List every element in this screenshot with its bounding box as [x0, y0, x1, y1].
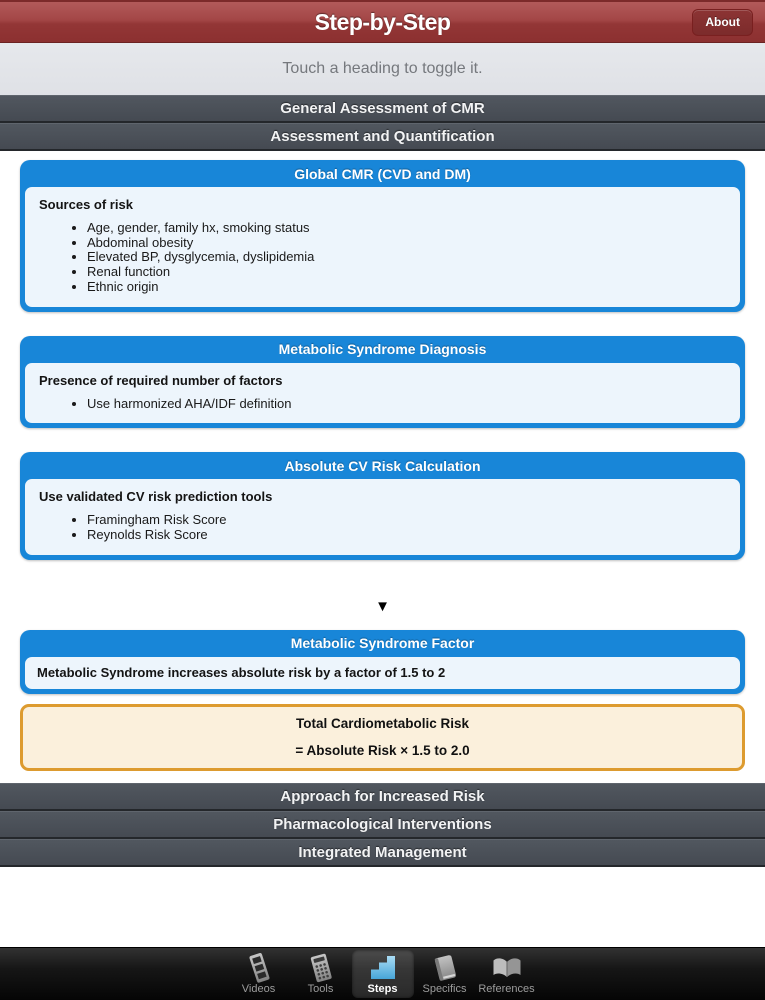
- instruction-strip: [0, 43, 765, 95]
- step-card-bullet-list: [87, 513, 726, 542]
- bottom-tab-bar: [0, 947, 765, 1000]
- tab-label: Specifics: [422, 983, 467, 995]
- instruction-text: Touch a heading to toggle it.: [282, 60, 483, 77]
- section-heading-integrated-management[interactable]: Integrated Management: [0, 839, 765, 865]
- tab-videos[interactable]: [228, 950, 290, 998]
- section-heading-approach-increased-risk[interactable]: Approach for Increased Risk: [0, 783, 765, 809]
- open-book-icon: [490, 953, 524, 983]
- step-card-lead: Sources of risk: [39, 197, 133, 212]
- bullet-item: • Age, gender, family hx, smoking status: [87, 221, 726, 236]
- film-icon: [243, 953, 275, 983]
- total-risk-result-box: [20, 704, 745, 771]
- step-card-title: Absolute CV Risk Calculation: [284, 457, 481, 474]
- step-card-global-cmr: [20, 160, 745, 312]
- result-line-title: Total Cardiometabolic Risk: [295, 715, 470, 731]
- tab-specifics[interactable]: [414, 950, 476, 998]
- expanded-section-content: [0, 151, 765, 783]
- result-line-formula: = Absolute Risk × 1.5 to 2.0: [295, 742, 470, 758]
- bottom-heading-group: [0, 783, 765, 867]
- tab-label: Steps: [367, 983, 398, 995]
- step-card-body: [25, 479, 740, 554]
- content-filler: [0, 867, 765, 947]
- step-card-lead: Use validated CV risk prediction tools: [39, 489, 273, 505]
- step-card-body: [25, 187, 740, 307]
- step-card-lead: Metabolic Syndrome increases absolute risk by a factor of 1.5 to 2: [37, 664, 446, 680]
- step-card-metabolic-syndrome-factor: [20, 630, 745, 694]
- step-card-body: [25, 657, 740, 689]
- tab-label: Tools: [307, 983, 334, 995]
- bullet-item: • Elevated BP, dysglycemia, dyslipidemia: [87, 250, 726, 265]
- step-card-metabolic-syndrome-diagnosis: [20, 336, 745, 429]
- top-nav-bar: [0, 0, 765, 43]
- bullet-item: • Reynolds Risk Score: [87, 528, 726, 543]
- section-heading-pharmacological-interventions[interactable]: Pharmacological Interventions: [0, 811, 765, 837]
- bullet-item: • Use harmonized AHA/IDF definition: [87, 397, 726, 412]
- stairs-icon: [367, 953, 399, 983]
- step-card-bullet-list: [87, 221, 726, 295]
- about-button[interactable]: About: [692, 9, 753, 36]
- tab-label: Videos: [241, 983, 276, 995]
- app-title: Step-by-Step: [314, 8, 451, 35]
- bullet-item: • Framingham Risk Score: [87, 513, 726, 528]
- tab-label: References: [478, 983, 535, 995]
- bullet-item: • Abdominal obesity: [87, 236, 726, 251]
- calculator-icon: [305, 953, 337, 983]
- step-card-title: Metabolic Syndrome Diagnosis: [278, 341, 487, 358]
- tab-steps[interactable]: [352, 950, 414, 998]
- closed-book-icon: [429, 953, 461, 983]
- top-heading-group: [0, 95, 765, 151]
- tab-tools[interactable]: [290, 950, 352, 998]
- step-card-absolute-cv-risk: [20, 452, 745, 559]
- flow-down-arrow-icon: ▼: [375, 598, 390, 616]
- bullet-item: • Ethnic origin: [87, 280, 726, 295]
- step-card-bullet-list: [87, 397, 726, 412]
- section-heading-assessment-quantification[interactable]: Assessment and Quantification: [0, 123, 765, 149]
- step-card-body: [25, 363, 740, 424]
- step-card-title: Metabolic Syndrome Factor: [290, 635, 475, 652]
- section-heading-general-assessment[interactable]: General Assessment of CMR: [0, 95, 765, 121]
- step-card-lead: Presence of required number of factors: [39, 372, 283, 388]
- tab-references[interactable]: [476, 950, 538, 998]
- bullet-item: • Renal function: [87, 265, 726, 280]
- step-card-title: Global CMR (CVD and DM): [294, 165, 471, 182]
